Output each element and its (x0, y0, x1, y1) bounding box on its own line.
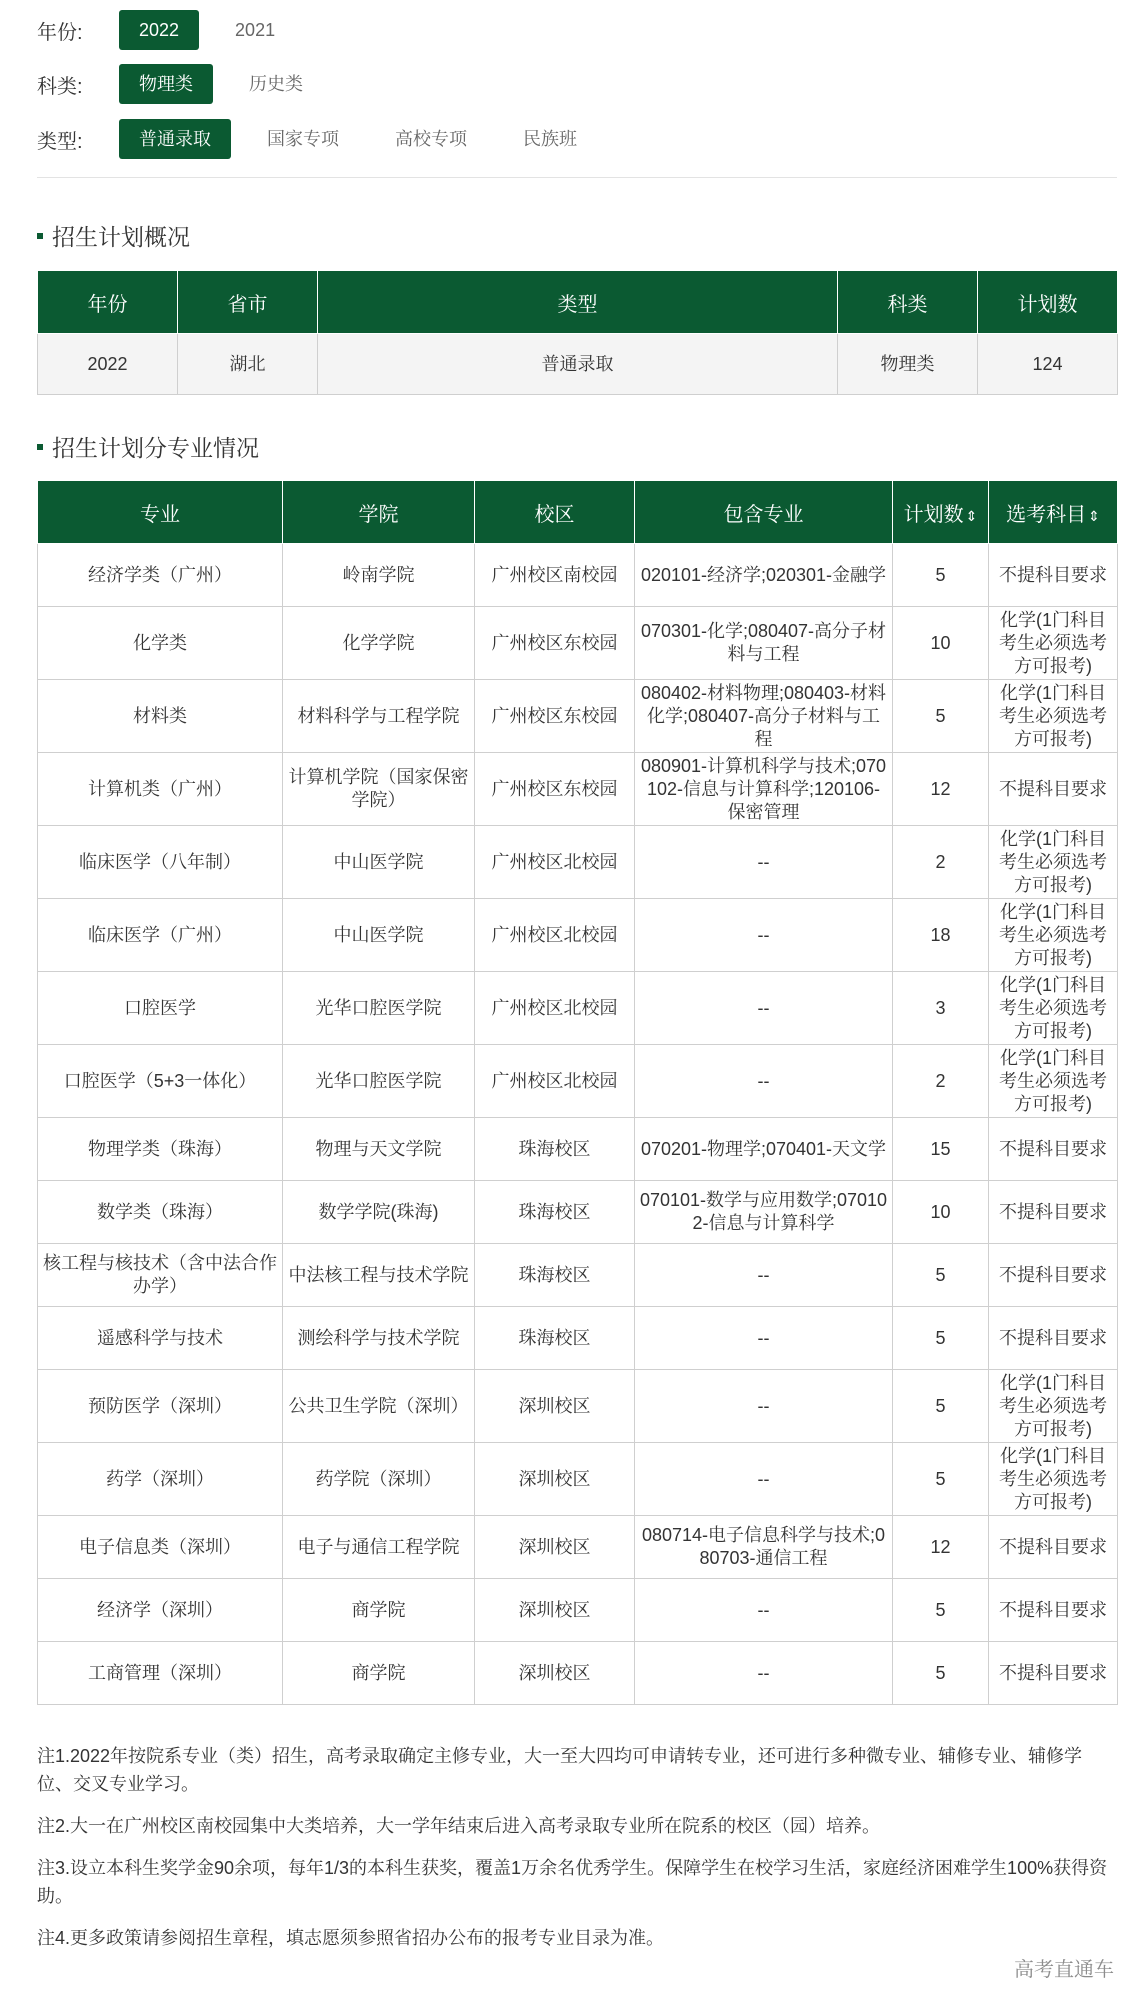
cell-college: 光华口腔医学院 (283, 1045, 475, 1118)
bullet-icon (37, 444, 43, 450)
cell-college: 商学院 (283, 1642, 475, 1705)
cell-campus: 深圳校区 (475, 1370, 635, 1443)
cell-campus: 深圳校区 (475, 1443, 635, 1516)
subject-option-history[interactable]: 历史类 (249, 74, 303, 94)
cell-campus: 广州校区北校园 (475, 826, 635, 899)
filter-year-label: 年份: (37, 21, 83, 44)
cell-included: -- (635, 1244, 893, 1307)
cell-campus: 广州校区东校园 (475, 753, 635, 826)
cell-included: -- (635, 1045, 893, 1118)
filter-year (37, 10, 311, 50)
year-option-2021[interactable]: 2021 (235, 20, 276, 40)
cell-college: 光华口腔医学院 (283, 972, 475, 1045)
table-row (38, 1118, 1118, 1181)
cell-plan: 5 (893, 680, 989, 753)
cell-plan: 2 (893, 1045, 989, 1118)
header-college: 学院 (283, 481, 475, 544)
cell-major: 药学（深圳） (38, 1443, 283, 1516)
cell-major: 经济学（深圳） (38, 1579, 283, 1642)
header-subject-sortable[interactable] (989, 481, 1118, 544)
section-title-overview (37, 219, 190, 252)
cell-college: 计算机学院（国家保密学院） (283, 753, 475, 826)
cell-included: -- (635, 1307, 893, 1370)
cell-plan: 3 (893, 972, 989, 1045)
type-option-university[interactable]: 高校专项 (395, 129, 467, 149)
cell-college: 数学学院(珠海) (283, 1181, 475, 1244)
table-row (38, 1370, 1118, 1443)
type-option-national[interactable]: 国家专项 (267, 129, 339, 149)
majors-header-row (38, 481, 1118, 544)
overview-header-cell: 计划数 (978, 271, 1118, 334)
subject-option-physics[interactable]: 物理类 (119, 64, 213, 104)
cell-subject: 不提科目要求 (989, 1307, 1118, 1370)
overview-header-cell: 科类 (838, 271, 978, 334)
section-title-majors (37, 430, 259, 463)
cell-college: 岭南学院 (283, 544, 475, 607)
overview-row (38, 334, 1118, 395)
overview-cell: 2022 (38, 334, 178, 395)
cell-plan: 5 (893, 1579, 989, 1642)
cell-subject: 不提科目要求 (989, 1244, 1118, 1307)
filter-type (37, 119, 613, 159)
table-row (38, 899, 1118, 972)
table-row (38, 1045, 1118, 1118)
table-row (38, 680, 1118, 753)
cell-college: 化学学院 (283, 607, 475, 680)
cell-campus: 珠海校区 (475, 1244, 635, 1307)
header-included: 包含专业 (635, 481, 893, 544)
cell-major: 经济学类（广州） (38, 544, 283, 607)
table-row (38, 1579, 1118, 1642)
cell-campus: 广州校区东校园 (475, 680, 635, 753)
cell-major: 计算机类（广州） (38, 753, 283, 826)
cell-plan: 18 (893, 899, 989, 972)
cell-campus: 珠海校区 (475, 1118, 635, 1181)
note-item: 注1.2022年按院系专业（类）招生，高考录取确定主修专业，大一至大四均可申请转专业，还可进行多种微专业、辅修专业、辅修学位、交叉专业学习。 (37, 1746, 1083, 1794)
note-item: 注2.大一在广州校区南校园集中大类培养，大一学年结束后进入高考录取专业所在院系的校区（园）培养。 (37, 1816, 881, 1836)
overview-cell: 普通录取 (318, 334, 838, 395)
year-option-2022[interactable]: 2022 (119, 10, 199, 50)
cell-subject: 化学(1门科目考生必须选考方可报考) (989, 1370, 1118, 1443)
overview-header-row (38, 271, 1118, 334)
cell-major: 预防医学（深圳） (38, 1370, 283, 1443)
cell-plan: 12 (893, 1516, 989, 1579)
overview-cell: 物理类 (838, 334, 978, 395)
cell-college: 商学院 (283, 1579, 475, 1642)
cell-subject: 化学(1门科目考生必须选考方可报考) (989, 972, 1118, 1045)
table-row (38, 1516, 1118, 1579)
cell-subject: 化学(1门科目考生必须选考方可报考) (989, 1443, 1118, 1516)
cell-included: 080714-电子信息科学与技术;080703-通信工程 (635, 1516, 893, 1579)
majors-table (37, 480, 1118, 1705)
header-plan-label: 计划数 (903, 503, 964, 526)
cell-included: 070101-数学与应用数学;070102-信息与计算科学 (635, 1181, 893, 1244)
cell-major: 口腔医学 (38, 972, 283, 1045)
cell-included: -- (635, 1642, 893, 1705)
cell-college: 中山医学院 (283, 826, 475, 899)
cell-included: -- (635, 972, 893, 1045)
note-item: 注3.设立本科生奖学金90余项，每年1/3的本科生获奖，覆盖1万余名优秀学生。保障学生在校学习生活，家庭经济困难学生100%获得资助。 (37, 1858, 1108, 1906)
header-major: 专业 (38, 481, 283, 544)
sort-icon[interactable]: ⇕ (1088, 507, 1100, 524)
overview-table (37, 270, 1118, 395)
overview-header-cell: 省市 (178, 271, 318, 334)
cell-included: 080402-材料物理;080403-材料化学;080407-高分子材料与工程 (635, 680, 893, 753)
table-row (38, 826, 1118, 899)
cell-campus: 广州校区北校园 (475, 899, 635, 972)
cell-plan: 10 (893, 607, 989, 680)
cell-college: 中法核工程与技术学院 (283, 1244, 475, 1307)
section-title-majors-text: 招生计划分专业情况 (52, 435, 259, 461)
cell-subject: 不提科目要求 (989, 1579, 1118, 1642)
cell-plan: 15 (893, 1118, 989, 1181)
cell-college: 电子与通信工程学院 (283, 1516, 475, 1579)
table-row (38, 1181, 1118, 1244)
cell-campus: 广州校区北校园 (475, 1045, 635, 1118)
overview-cell: 124 (978, 334, 1118, 395)
cell-campus: 珠海校区 (475, 1181, 635, 1244)
cell-college: 材料科学与工程学院 (283, 680, 475, 753)
cell-plan: 5 (893, 1443, 989, 1516)
cell-campus: 广州校区南校园 (475, 544, 635, 607)
cell-subject: 化学(1门科目考生必须选考方可报考) (989, 899, 1118, 972)
cell-major: 材料类 (38, 680, 283, 753)
sort-icon[interactable]: ⇕ (965, 507, 978, 524)
header-subject-label: 选考科目 (1006, 503, 1087, 526)
cell-major: 数学类（珠海） (38, 1181, 283, 1244)
cell-included: -- (635, 1443, 893, 1516)
cell-campus: 深圳校区 (475, 1642, 635, 1705)
table-row (38, 1307, 1118, 1370)
section-title-overview-text: 招生计划概况 (52, 224, 190, 250)
watermark: 高考直通车 (1014, 1959, 1114, 1981)
cell-campus: 广州校区东校园 (475, 607, 635, 680)
cell-included: -- (635, 899, 893, 972)
table-row (38, 1642, 1118, 1705)
cell-college: 测绘科学与技术学院 (283, 1307, 475, 1370)
cell-plan: 5 (893, 544, 989, 607)
cell-subject: 不提科目要求 (989, 1516, 1118, 1579)
table-row (38, 607, 1118, 680)
type-option-regular[interactable]: 普通录取 (119, 119, 231, 159)
cell-plan: 5 (893, 1307, 989, 1370)
filter-type-label: 类型: (37, 130, 83, 153)
cell-plan: 5 (893, 1370, 989, 1443)
cell-major: 工商管理（深圳） (38, 1642, 283, 1705)
note-item: 注4.更多政策请参阅招生章程，填志愿须参照省招办公布的报考专业目录为准。 (37, 1928, 665, 1948)
cell-campus: 深圳校区 (475, 1516, 635, 1579)
table-row (38, 972, 1118, 1045)
cell-subject: 不提科目要求 (989, 1118, 1118, 1181)
cell-included: 020101-经济学;020301-金融学 (635, 544, 893, 607)
header-plan-sortable[interactable] (893, 481, 989, 544)
cell-campus: 珠海校区 (475, 1307, 635, 1370)
table-row (38, 753, 1118, 826)
cell-subject: 不提科目要求 (989, 1181, 1118, 1244)
table-row (38, 1443, 1118, 1516)
cell-included: -- (635, 826, 893, 899)
cell-college: 药学院（深圳） (283, 1443, 475, 1516)
cell-subject: 化学(1门科目考生必须选考方可报考) (989, 607, 1118, 680)
cell-major: 核工程与核技术（含中法合作办学） (38, 1244, 283, 1307)
cell-major: 临床医学（八年制） (38, 826, 283, 899)
cell-major: 化学类 (38, 607, 283, 680)
table-row (38, 1244, 1118, 1307)
cell-plan: 10 (893, 1181, 989, 1244)
cell-major: 临床医学（广州） (38, 899, 283, 972)
cell-plan: 12 (893, 753, 989, 826)
cell-subject: 不提科目要求 (989, 753, 1118, 826)
cell-subject: 化学(1门科目考生必须选考方可报考) (989, 826, 1118, 899)
cell-college: 物理与天文学院 (283, 1118, 475, 1181)
overview-header-cell: 年份 (38, 271, 178, 334)
cell-plan: 2 (893, 826, 989, 899)
cell-subject: 化学(1门科目考生必须选考方可报考) (989, 680, 1118, 753)
notes (37, 1742, 1117, 1966)
cell-included: 070301-化学;080407-高分子材料与工程 (635, 607, 893, 680)
cell-included: 070201-物理学;070401-天文学 (635, 1118, 893, 1181)
overview-cell: 湖北 (178, 334, 318, 395)
header-campus: 校区 (475, 481, 635, 544)
cell-included: 080901-计算机科学与技术;070102-信息与计算科学;120106-保密管理 (635, 753, 893, 826)
cell-major: 遥感科学与技术 (38, 1307, 283, 1370)
cell-plan: 5 (893, 1244, 989, 1307)
table-row (38, 544, 1118, 607)
overview-header-cell: 类型 (318, 271, 838, 334)
cell-included: -- (635, 1370, 893, 1443)
cell-major: 电子信息类（深圳） (38, 1516, 283, 1579)
cell-college: 中山医学院 (283, 899, 475, 972)
type-option-ethnic[interactable]: 民族班 (523, 129, 577, 149)
filter-subject-label: 科类: (37, 75, 83, 98)
cell-plan: 5 (893, 1642, 989, 1705)
cell-included: -- (635, 1579, 893, 1642)
cell-major: 口腔医学（5+3一体化） (38, 1045, 283, 1118)
cell-subject: 不提科目要求 (989, 1642, 1118, 1705)
cell-campus: 深圳校区 (475, 1579, 635, 1642)
cell-college: 公共卫生学院（深圳） (283, 1370, 475, 1443)
bullet-icon (37, 233, 43, 239)
cell-subject: 不提科目要求 (989, 544, 1118, 607)
cell-major: 物理学类（珠海） (38, 1118, 283, 1181)
cell-campus: 广州校区北校园 (475, 972, 635, 1045)
cell-subject: 化学(1门科目考生必须选考方可报考) (989, 1045, 1118, 1118)
filter-subject (37, 64, 339, 104)
filter-divider (37, 177, 1117, 178)
